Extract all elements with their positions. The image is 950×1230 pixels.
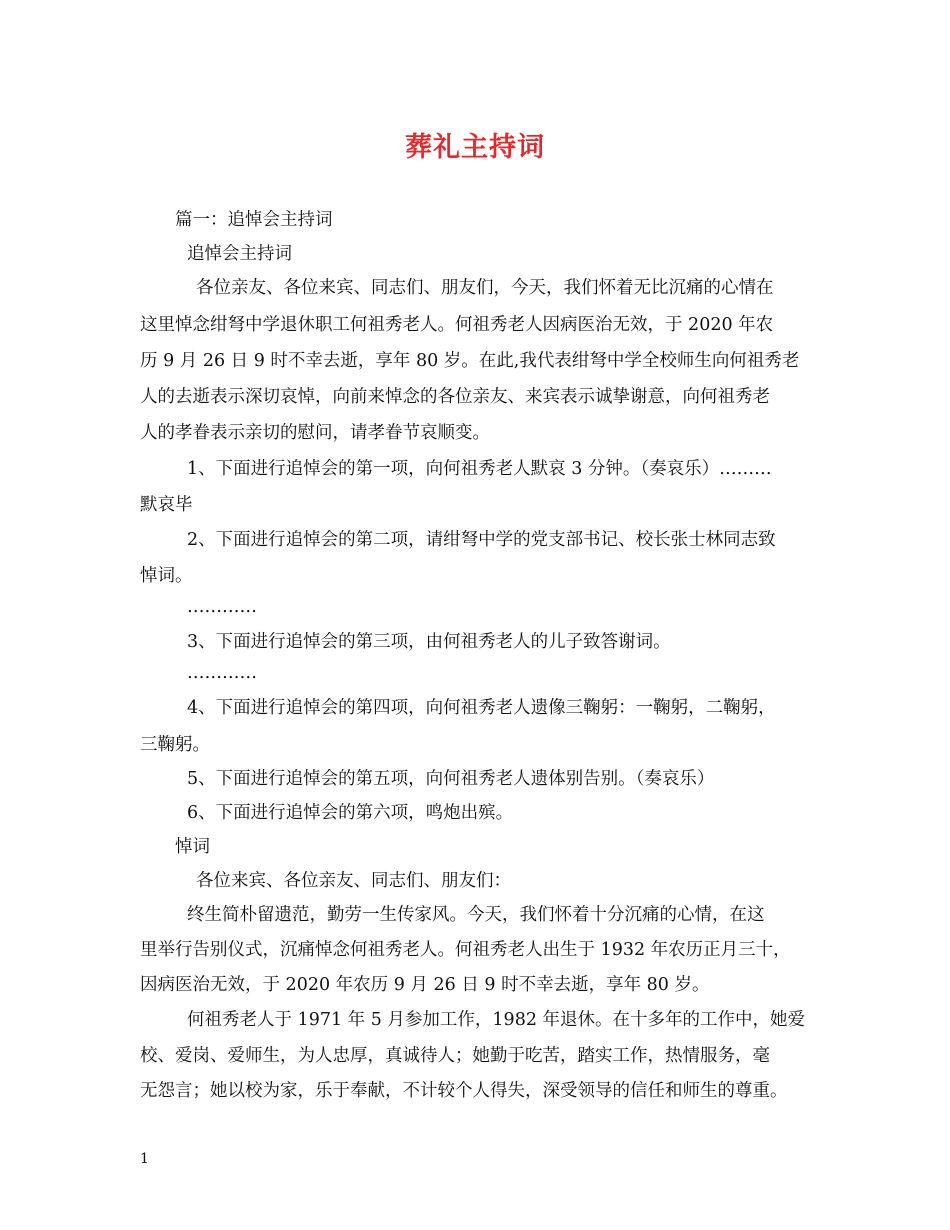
paragraph-line: 终生简朴留遗范，勤劳一生传家风。今天，我们怀着十分沉痛的心情，在这 [187,905,765,925]
agenda-item-continuation: 默哀毕 [140,495,193,515]
ellipsis-line: ………… [187,597,257,617]
agenda-item-continuation: 悼词。 [140,566,193,586]
agenda-item: 1、下面进行追悼会的第一项，向何祖秀老人默哀 3 分钟。（奏哀乐）……… [187,459,772,479]
section-heading: 篇一：追悼会主持词 [175,210,333,230]
agenda-item: 5、下面进行追悼会的第五项，向何祖秀老人遗体别告别。（奏哀乐） [187,769,715,789]
salutation-line: 各位来宾、各位亲友、同志们、朋友们： [196,871,511,891]
agenda-item: 2、下面进行追悼会的第二项，请绀弩中学的党支部书记、校长张士林同志致 [187,530,776,550]
paragraph-line: 各位亲友、各位来宾、同志们、朋友们，今天，我们怀着无比沉痛的心情在 [196,278,774,298]
agenda-item: 3、下面进行追悼会的第三项，由何祖秀老人的儿子致答谢词。 [187,632,671,652]
paragraph-line: 无怨言；她以校为家，乐于奉献，不计较个人得失，深受领导的信任和师生的尊重。 [140,1081,788,1101]
agenda-item: 6、下面进行追悼会的第六项，鸣炮出殡。 [187,803,514,823]
paragraph-line: 里举行告别仪式，沉痛悼念何祖秀老人。何祖秀老人出生于 1932 年农历正月三十， [140,940,791,960]
paragraph-line: 校、爱岗、爱师生，为人忠厚，真诚待人；她勤于吃苦，踏实工作，热情服务，毫 [140,1046,770,1066]
subsection-heading: 追悼会主持词 [187,244,292,264]
agenda-item: 4、下面进行追悼会的第四项，向何祖秀老人遗像三鞠躬：一鞠躬，二鞠躬， [187,698,776,718]
paragraph-line: 人的孝眷表示亲切的慰问，请孝眷节哀顺变。 [140,423,490,443]
ellipsis-line: ………… [187,663,257,683]
page-number: 1 [140,1151,149,1167]
paragraph-line: 这里悼念绀弩中学退休职工何祖秀老人。何祖秀老人因病医治无效，于 2020 年农 [140,315,774,335]
document-title: 葬礼主持词 [405,132,545,163]
paragraph-line: 历 9 月 26 日 9 时不幸去逝，享年 80 岁。在此,我代表绀弩中学全校师生向何祖秀老 [140,351,800,371]
paragraph-line: 人的去逝表示深切哀悼，向前来悼念的各位亲友、来宾表示诚挚谢意，向何祖秀老 [140,387,770,407]
paragraph-line: 因病医治无效，于 2020 年农历 9 月 26 日 9 时不幸去逝，享年 80 岁。 [140,975,710,995]
paragraph-line: 何祖秀老人于 1971 年 5 月参加工作，1982 年退休。在十多年的工作中，她爱 [187,1010,806,1030]
section-heading: 悼词 [175,837,210,857]
agenda-item-continuation: 三鞠躬。 [140,735,210,755]
